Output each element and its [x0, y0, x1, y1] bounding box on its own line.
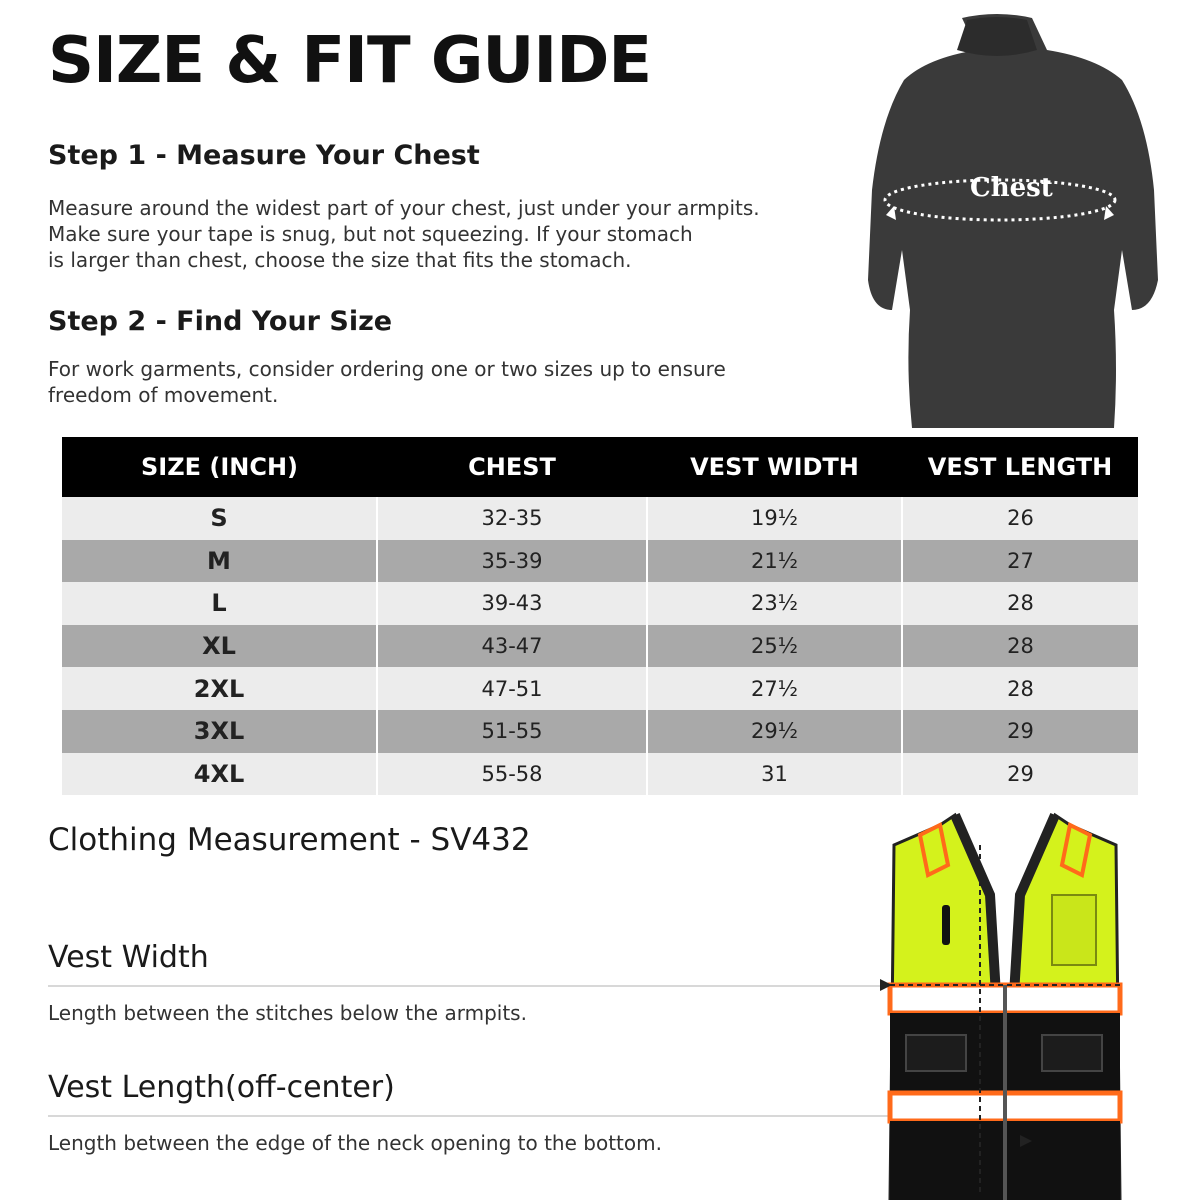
cell-vest-width: 23½ [647, 582, 902, 625]
cell-size: M [62, 540, 377, 583]
step1-line-1: Measure around the widest part of your chest, just under your armpits. [48, 196, 760, 220]
step2-heading: Step 2 - Find Your Size [48, 306, 393, 337]
vest-svg [880, 805, 1130, 1200]
measurement-heading: Clothing Measurement - SV432 [48, 822, 531, 858]
step1-line-3: is larger than chest, choose the size that fits the stomach. [48, 248, 632, 272]
cell-vest-length: 28 [902, 582, 1138, 625]
page-title: SIZE & FIT GUIDE [48, 24, 652, 98]
cell-chest: 51-55 [377, 710, 647, 753]
divider [48, 1115, 888, 1117]
table-row [62, 710, 1138, 753]
cell-vest-length: 26 [902, 497, 1138, 540]
vest-length-text: Length between the edge of the neck opening to the bottom. [48, 1131, 662, 1155]
cell-vest-length: 29 [902, 753, 1138, 796]
cell-chest: 35-39 [377, 540, 647, 583]
cell-vest-length: 29 [902, 710, 1138, 753]
table-row [62, 540, 1138, 583]
silhouette-svg [832, 10, 1162, 430]
table-row [62, 582, 1138, 625]
cell-chest: 32-35 [377, 497, 647, 540]
cell-vest-width: 27½ [647, 667, 902, 710]
cell-chest: 55-58 [377, 753, 647, 796]
cell-vest-width: 19½ [647, 497, 902, 540]
cell-vest-length: 27 [902, 540, 1138, 583]
vest-width-text: Length between the stitches below the armpits. [48, 1001, 527, 1025]
header-chest: CHEST [377, 437, 647, 497]
cell-vest-width: 29½ [647, 710, 902, 753]
cell-vest-width: 31 [647, 753, 902, 796]
table-row [62, 497, 1138, 540]
header-vest-width: VEST WIDTH [647, 437, 902, 497]
step1-text [48, 195, 828, 273]
vest-width-heading: Vest Width [48, 940, 209, 975]
step1-heading: Step 1 - Measure Your Chest [48, 140, 480, 171]
cell-chest: 47-51 [377, 667, 647, 710]
table-row [62, 667, 1138, 710]
step2-line-1: For work garments, consider ordering one or two sizes up to ensure [48, 357, 726, 381]
cell-chest: 39-43 [377, 582, 647, 625]
step2-line-2: freedom of movement. [48, 383, 279, 407]
person-silhouette-illustration [832, 10, 1162, 430]
cell-vest-width: 21½ [647, 540, 902, 583]
cell-size: XL [62, 625, 377, 668]
cell-size: 4XL [62, 753, 377, 796]
cell-vest-length: 28 [902, 667, 1138, 710]
size-table [62, 437, 1138, 795]
cell-vest-length: 28 [902, 625, 1138, 668]
header-size: SIZE (INCH) [62, 437, 377, 497]
cell-size: 3XL [62, 710, 377, 753]
step2-text [48, 356, 828, 408]
cell-size: L [62, 582, 377, 625]
table-header-row [62, 437, 1138, 497]
step1-line-2: Make sure your tape is snug, but not squeezing. If your stomach [48, 222, 693, 246]
table-row [62, 753, 1138, 796]
divider [48, 985, 888, 987]
cell-chest: 43-47 [377, 625, 647, 668]
header-vest-length: VEST LENGTH [902, 437, 1138, 497]
vest-length-heading: Vest Length(off-center) [48, 1070, 395, 1105]
chest-label: Chest [970, 173, 1053, 203]
cell-size: S [62, 497, 377, 540]
cell-vest-width: 25½ [647, 625, 902, 668]
cell-size: 2XL [62, 667, 377, 710]
table-row [62, 625, 1138, 668]
safety-vest-illustration [880, 805, 1130, 1200]
